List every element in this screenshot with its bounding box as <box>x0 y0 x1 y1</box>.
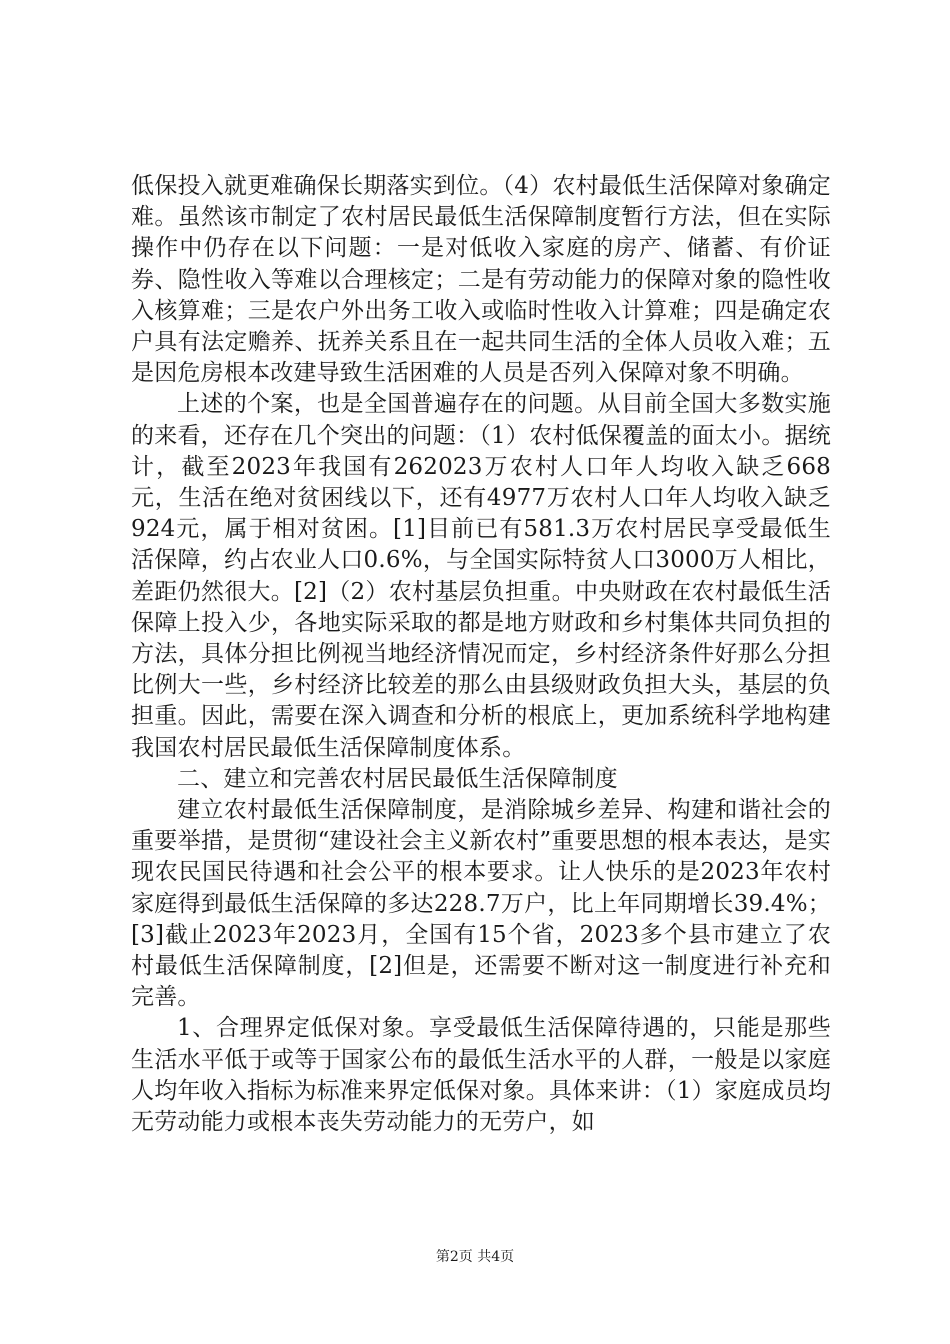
page-footer: 第2页 共4页 <box>435 1249 515 1265</box>
paragraph-common-problems: 上述的个案，也是全国普遍存在的问题。从目前全国大多数实施的来看，还存在几个突出的问题：（1）农村低保覆盖的面太小。据统计，截至2023年我国有262023万农村人口年人均收入缺乏668元，生活在绝对贫困线以下，还有4977万农村人口年人均收入缺乏924元，属于相对贫困。[1]目前已有581.3万农村居民享受最低生活保障，约占农业人口0.6%，与全国实际特贫人口3000万人相比，差距仍然很大。[2]（2）农村基层负担重。中央财政在农村最低生活保障上投入少，各地实际采取的都是地方财政和乡村集体共同负担的方法，具体分担比例视当地经济情况而定，乡村经济条件好那么分担比例大一些，乡村经济比较差的那么由县级财政负担大头，基层的负担重。因此，需要在深入调查和分析的根底上，更加系统科学地构建我国农村居民最低生活保障制度体系。 <box>131 391 831 761</box>
paragraph-define-recipients: 1、合理界定低保对象。享受最低生活保障待遇的，只能是那些生活水平低于或等于国家公布的最低生活水平的人群，一般是以家庭人均年收入指标为标准来界定低保对象。具体来讲：（1）家庭成员均无劳动能力或根本丧失劳动能力的无劳户，如 <box>131 1015 831 1136</box>
paragraph-establish-system: 建立农村最低生活保障制度，是消除城乡差异、构建和谐社会的重要举措，是贯彻“建设社会主义新农村”重要思想的根本表达，是实现农民国民待遇和社会公平的根本要求。让人快乐的是2023年农村家庭得到最低生活保障的多达228.7万户，比上年同期增长39.4%；[3]截止2023年2023月，全国有15个省，2023多个县市建立了农村最低生活保障制度，[2]但是，还需要不断对这一制度进行补充和完善。 <box>131 797 831 1011</box>
section-heading: 二、建立和完善农村居民最低生活保障制度 <box>177 765 618 792</box>
body-text <box>131 171 831 1138</box>
paragraph-continuation: 低保投入就更难确保长期落实到位。（4）农村最低生活保障对象确定难。虽然该市制定了农村居民最低生活保障制度暂行方法，但在实际操作中仍存在以下问题：一是对低收入家庭的房产、储蓄、有价证券、隐性收入等难以合理核定；二是有劳动能力的保障对象的隐性收入核算难；三是农户外出务工收入或临时性收入计算难；四是确定农户具有法定赡养、抚养关系且在一起共同生活的全体人员收入难；五是因危房根本改建导致生活困难的人员是否列入保障对象不明确。 <box>131 173 831 387</box>
